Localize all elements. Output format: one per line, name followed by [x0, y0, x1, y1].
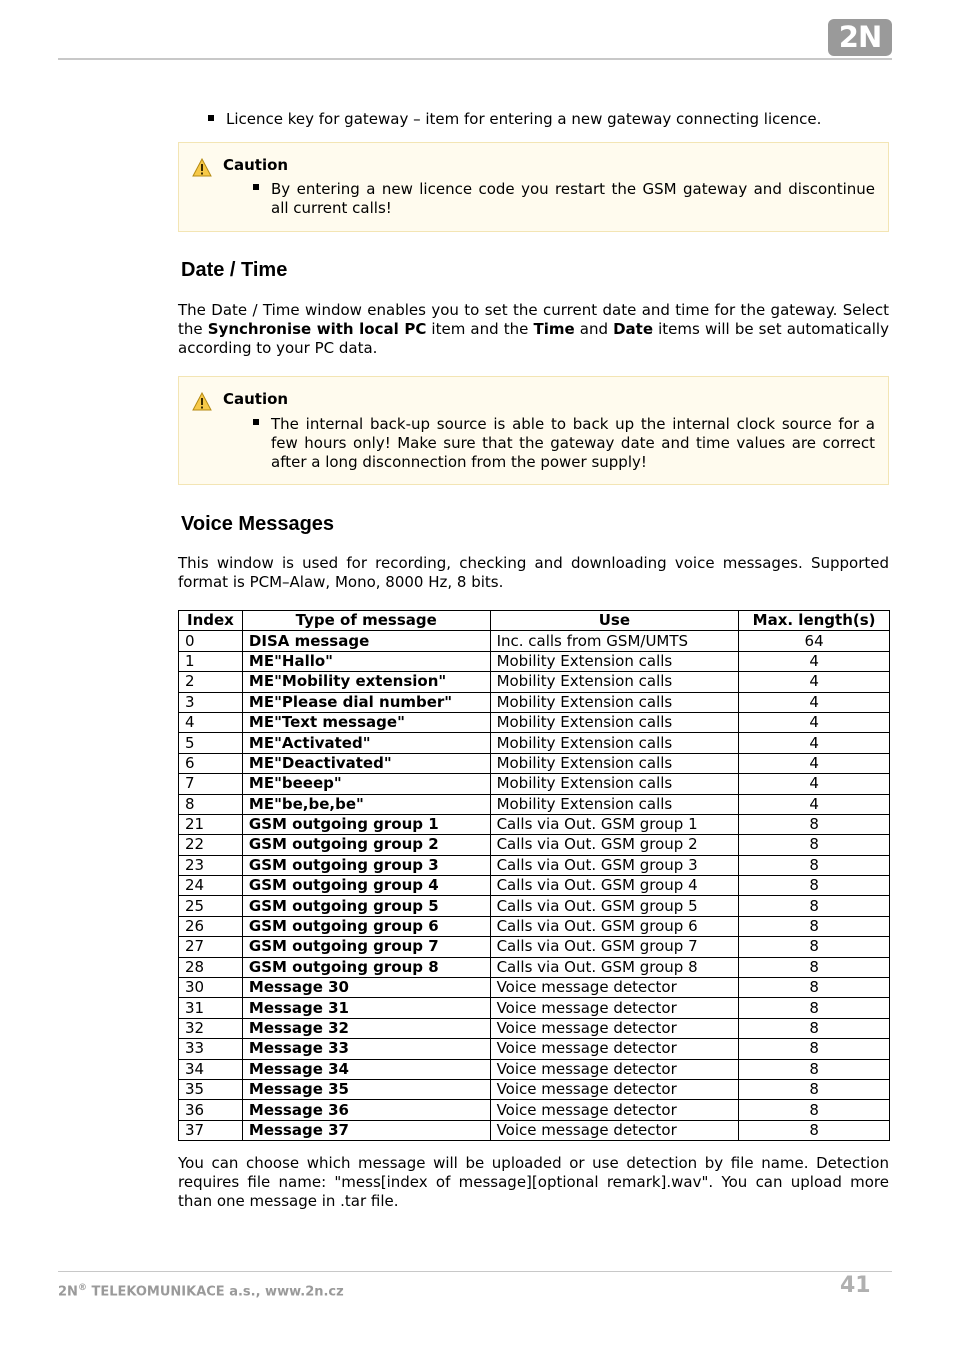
table-row [179, 631, 890, 651]
cell-use: Calls via Out. GSM group 5 [490, 896, 739, 916]
cell-index: 2 [179, 672, 243, 692]
cell-index: 33 [179, 1039, 243, 1059]
cell-index: 35 [179, 1079, 243, 1099]
cell-type: Message 31 [242, 998, 490, 1018]
cell-type: ME"be,be,be" [242, 794, 490, 814]
cell-index: 1 [179, 651, 243, 671]
cell-use: Voice message detector [490, 1100, 739, 1120]
voice-messages-paragraph: This window is used for recording, checking and downloading voice messages. Supported format is PCM–Alaw, Mono, 8000 Hz, 8 bits. [178, 554, 889, 591]
cell-max-length: 8 [739, 855, 890, 875]
cell-use: Voice message detector [490, 1079, 739, 1099]
cell-type: Message 35 [242, 1079, 490, 1099]
table-row [179, 896, 890, 916]
cell-use: Calls via Out. GSM group 2 [490, 835, 739, 855]
cell-type: GSM outgoing group 3 [242, 855, 490, 875]
warning-icon [192, 392, 212, 411]
bullet-square-icon [253, 419, 259, 425]
cell-use: Mobility Extension calls [490, 672, 739, 692]
cell-use: Inc. calls from GSM/UMTS [490, 631, 739, 651]
cell-type: DISA message [242, 631, 490, 651]
cell-max-length: 8 [739, 1100, 890, 1120]
cell-index: 25 [179, 896, 243, 916]
table-row [179, 753, 890, 773]
table-header-row [179, 611, 890, 631]
bullet-square-icon [208, 115, 214, 121]
2n-logo: 2N [828, 19, 892, 56]
cell-use: Mobility Extension calls [490, 794, 739, 814]
cell-type: GSM outgoing group 7 [242, 937, 490, 957]
table-row [179, 998, 890, 1018]
cell-use: Mobility Extension calls [490, 774, 739, 794]
footer-rule [58, 1271, 892, 1272]
cell-use: Mobility Extension calls [490, 692, 739, 712]
cell-type: Message 33 [242, 1039, 490, 1059]
table-row [179, 957, 890, 977]
cell-max-length: 8 [739, 978, 890, 998]
caution-text: By entering a new licence code you restart the GSM gateway and discontinue all current calls! [271, 180, 875, 217]
cell-index: 7 [179, 774, 243, 794]
table-row [179, 1120, 890, 1140]
cell-type: GSM outgoing group 6 [242, 916, 490, 936]
warning-icon [192, 158, 212, 177]
cell-index: 31 [179, 998, 243, 1018]
cell-type: ME"Activated" [242, 733, 490, 753]
cell-max-length: 8 [739, 1039, 890, 1059]
header-rule [58, 58, 892, 60]
cell-max-length: 8 [739, 835, 890, 855]
cell-max-length: 8 [739, 998, 890, 1018]
cell-type: ME"Text message" [242, 712, 490, 732]
cell-index: 37 [179, 1120, 243, 1140]
table-row [179, 855, 890, 875]
cell-max-length: 4 [739, 672, 890, 692]
date-term: Date [613, 320, 654, 338]
caution-text: The internal back-up source is able to back up the internal clock source for a few hours only! Make sure that the gateway date and time values are correct after a long disconnection from the power supply! [271, 415, 875, 471]
table-row [179, 876, 890, 896]
table-row [179, 1079, 890, 1099]
table-row [179, 1100, 890, 1120]
cell-use: Mobility Extension calls [490, 733, 739, 753]
cell-index: 23 [179, 855, 243, 875]
date-time-paragraph: The Date / Time window enables you to set the current date and time for the gateway. Select the Synchronise with local PC item and the Time and Date items will be set automatically according to your PC data. [178, 301, 889, 357]
cell-type: GSM outgoing group 1 [242, 814, 490, 834]
cell-index: 27 [179, 937, 243, 957]
cell-index: 3 [179, 692, 243, 712]
cell-max-length: 4 [739, 692, 890, 712]
cell-max-length: 4 [739, 753, 890, 773]
cell-use: Voice message detector [490, 1039, 739, 1059]
table-row [179, 774, 890, 794]
cell-index: 0 [179, 631, 243, 651]
cell-use: Calls via Out. GSM group 7 [490, 937, 739, 957]
cell-max-length: 4 [739, 794, 890, 814]
cell-index: 5 [179, 733, 243, 753]
cell-index: 30 [179, 978, 243, 998]
cell-use: Calls via Out. GSM group 3 [490, 855, 739, 875]
cell-max-length: 8 [739, 814, 890, 834]
table-row [179, 1059, 890, 1079]
caution-box-clock [178, 376, 889, 485]
intro-bullet-text: Licence key for gateway – item for entering a new gateway connecting licence. [226, 110, 822, 128]
table-row [179, 672, 890, 692]
col-header-type: Type of message [242, 611, 490, 631]
cell-type: Message 37 [242, 1120, 490, 1140]
cell-max-length: 8 [739, 957, 890, 977]
cell-index: 28 [179, 957, 243, 977]
caution-box-licence [178, 142, 889, 232]
table-row [179, 835, 890, 855]
cell-type: Message 36 [242, 1100, 490, 1120]
table-row [179, 1039, 890, 1059]
page-number: 41 [840, 1273, 871, 1298]
cell-index: 26 [179, 916, 243, 936]
cell-type: GSM outgoing group 8 [242, 957, 490, 977]
cell-type: ME"Deactivated" [242, 753, 490, 773]
cell-index: 24 [179, 876, 243, 896]
cell-use: Calls via Out. GSM group 4 [490, 876, 739, 896]
cell-use: Voice message detector [490, 998, 739, 1018]
cell-type: ME"Hallo" [242, 651, 490, 671]
cell-use: Calls via Out. GSM group 1 [490, 814, 739, 834]
section-heading-date-time: Date / Time [181, 259, 288, 281]
cell-type: GSM outgoing group 5 [242, 896, 490, 916]
cell-use: Calls via Out. GSM group 6 [490, 916, 739, 936]
cell-use: Calls via Out. GSM group 8 [490, 957, 739, 977]
table-row [179, 937, 890, 957]
cell-use: Mobility Extension calls [490, 712, 739, 732]
col-header-index: Index [179, 611, 243, 631]
voice-messages-table [178, 610, 890, 1141]
cell-index: 34 [179, 1059, 243, 1079]
col-header-use: Use [490, 611, 739, 631]
cell-type: Message 30 [242, 978, 490, 998]
cell-max-length: 8 [739, 1018, 890, 1038]
table-row [179, 692, 890, 712]
cell-max-length: 8 [739, 916, 890, 936]
cell-max-length: 8 [739, 876, 890, 896]
caution-title: Caution [223, 390, 289, 408]
cell-max-length: 8 [739, 937, 890, 957]
cell-max-length: 8 [739, 1120, 890, 1140]
table-row [179, 814, 890, 834]
cell-max-length: 8 [739, 1079, 890, 1099]
table-row [179, 916, 890, 936]
cell-type: Message 34 [242, 1059, 490, 1079]
cell-max-length: 8 [739, 1059, 890, 1079]
closing-paragraph: You can choose which message will be uploaded or use detection by file name. Detection requires file name: "mess[index of message][optional remark].wav". You can upload more than one message in .tar file. [178, 1154, 889, 1210]
cell-index: 36 [179, 1100, 243, 1120]
table-row [179, 1018, 890, 1038]
cell-use: Mobility Extension calls [490, 753, 739, 773]
table-row [179, 712, 890, 732]
table-row [179, 978, 890, 998]
synchronise-term: Synchronise with local PC [207, 320, 427, 338]
table-row [179, 733, 890, 753]
col-header-max-length: Max. length(s) [739, 611, 890, 631]
cell-type: GSM outgoing group 4 [242, 876, 490, 896]
cell-max-length: 4 [739, 712, 890, 732]
cell-index: 4 [179, 712, 243, 732]
cell-max-length: 4 [739, 733, 890, 753]
cell-max-length: 64 [739, 631, 890, 651]
cell-index: 6 [179, 753, 243, 773]
table-row [179, 794, 890, 814]
cell-use: Mobility Extension calls [490, 651, 739, 671]
cell-index: 8 [179, 794, 243, 814]
cell-use: Voice message detector [490, 1059, 739, 1079]
cell-use: Voice message detector [490, 1120, 739, 1140]
cell-index: 21 [179, 814, 243, 834]
cell-type: ME"Mobility extension" [242, 672, 490, 692]
cell-index: 22 [179, 835, 243, 855]
cell-max-length: 4 [739, 774, 890, 794]
section-heading-voice-messages: Voice Messages [181, 513, 335, 535]
cell-type: Message 32 [242, 1018, 490, 1038]
cell-use: Voice message detector [490, 1018, 739, 1038]
cell-max-length: 4 [739, 651, 890, 671]
cell-type: ME"beeep" [242, 774, 490, 794]
bullet-square-icon [253, 184, 259, 190]
cell-type: GSM outgoing group 2 [242, 835, 490, 855]
time-term: Time [533, 320, 575, 338]
caution-title: Caution [223, 156, 289, 174]
cell-type: ME"Please dial number" [242, 692, 490, 712]
cell-max-length: 8 [739, 896, 890, 916]
table-row [179, 651, 890, 671]
cell-use: Voice message detector [490, 978, 739, 998]
cell-index: 32 [179, 1018, 243, 1038]
footer-company: 2N® TELEKOMUNIKACE a.s., www.2n.cz [58, 1283, 344, 1300]
